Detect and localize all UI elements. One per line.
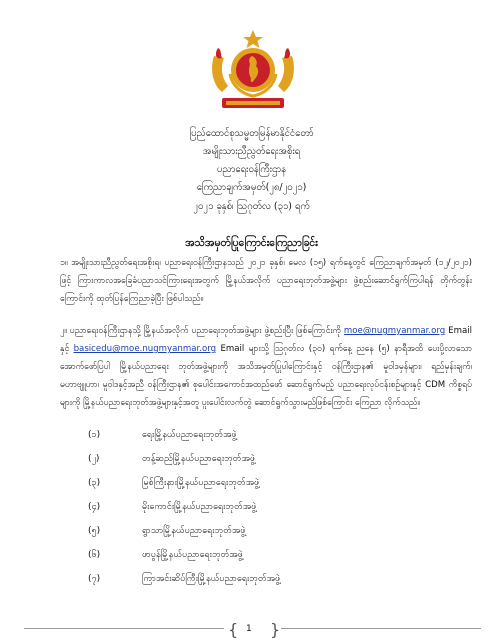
header-date: ၂၀၂၁ ခုနှစ်၊ ဩဂုတ်လ (၃၁) ရက် [193,201,310,212]
header-government: အမျိုးသားညီညွတ်ရေးအစိုးရ [202,146,301,157]
paragraph-1: ၁။ အမျိုးသားညီညွတ်ရေးအစိုးရ၊ ပညာရေးဝန်ကြီးဌာနသည် ၂၀၂၁ ခုနှစ်၊ မေလ (၁၅) ရက်နေ့တွင် ကြေညာချက်အမှတ် (၁၂/၂၀၂၁) ဖြင့် ကြားကာလအခြေခံပညာသင်ကြားရေးအတွက် မြို့နယ်အလိုက် ပညာရေးဘုတ်အဖွဲ့များ ဖွဲ့စည်းဆောင်ရွက်ကြပါရန် တိုက်တွန်းကြောင်းကို ထုတ်ပြန်ကြေညာခဲ့ပြီး ဖြစ်ပါသည်။ [60,258,472,304]
list-item [88,453,280,477]
list-item-text: တန့်ဆည်မြို့နယ်ပညာရေးဘုတ်အဖွဲ့ [142,454,255,464]
footer-divider-right [281,628,481,629]
page-number: 1 [246,624,252,634]
list-item [88,501,280,525]
paragraph-2-text-mid: Email နှင့် [60,326,472,354]
paragraph-2-text-end: Email များသို့ ဩဂုတ်လ (၃၀) ရက်နေ့ ညနေ (၅) နာရီအထိ ပေးပို့လာသော အောက်ဖော်ပြပါ မြို့နယ်ပညာရေး ဘုတ်အဖွဲ့များကို အသိအမှတ်ပြုပါကြောင်းနှင့် ဝန်ကြီးဌာန၏ မူဝါဒမှန်များ၊ ရည်မှန်းချက်၊ မဟာဗျူဟာ၊ မူဝါဒနှင့်အညီ ဝန်ကြီးဌာန၏ စုပေါင်းအကောင်အထည်ဖော် ဆောင်ရွက်မည့် ပညာရေးလုပ်ငန်းစဉ်များနှင့် CDM ကိစ္စရပ်များကို မြို့နယ်ပညာရေးဘုတ်အဖွဲ့များနှင့်အတူ ပူးပေါင်းလက်တွဲ ဆောင်ရွက်သွားမည်ဖြစ်ကြောင်း ကြေညာ လိုက်သည်။ [60,344,472,408]
list-item-text: ကြာအင်းဆိပ်ကြီးမြို့နယ်ပညာရေးဘုတ်အဖွဲ့ [142,574,281,584]
footer-bracket-right-icon: } [270,620,281,639]
township-board-list [88,429,280,597]
page-footer [0,618,503,640]
list-item-text: မြစ်ကြီးနားမြို့နယ်ပညာရေးဘုတ်အဖွဲ့ [142,478,260,488]
paragraph-2 [60,322,472,412]
list-item-text: ဖာပွန်မြို့နယ်ပညာရေးဘုတ်အဖွဲ့ [142,550,243,560]
footer-divider-left [24,628,224,629]
list-item [88,477,280,501]
list-item [88,549,280,573]
list-item-number: (၇) [88,574,101,584]
document-title: အသိအမှတ်ပြုကြောင်းကြေညာခြင်း [185,237,318,249]
email-link-basicedu[interactable]: basicedu@moe.nugmyanmar.org [73,344,217,354]
header-country-name: ပြည်ထောင်စုသမ္မတမြန်မာနိုင်ငံတော် [189,128,314,139]
list-item-number: (၅) [88,526,101,536]
email-link-moe[interactable]: moe@nugmyanmar.org [343,326,446,336]
list-item-number: (၄) [88,502,101,512]
list-item-text: မိုးကောင်းမြို့နယ်ပညာရေးဘုတ်အဖွဲ့ [142,502,257,512]
list-item-number: (၆) [88,550,101,560]
paragraph-2-text-start: ၂။ ပညာရေးဝန်ကြီးဌာနသို့ မြို့နယ်အလိုက် ပညာရေးဘုတ်အဖွဲ့များ ဖွဲ့စည်းပြီး ဖြစ်ကြောင်းကို [60,326,344,336]
state-emblem-icon [208,28,298,116]
list-item-number: (၂) [88,454,100,464]
header-announcement-number: ကြေညာချက်အမှတ်(၂၈/၂၀၂၁) [196,182,307,193]
footer-bracket-left-icon: { [228,620,239,639]
list-item [88,525,280,549]
list-item-number: (၃) [88,478,101,488]
header-ministry: ပညာရေးဝန်ကြီးဌာန [216,164,287,175]
list-item [88,429,280,453]
list-item-text: ရွာသာမြို့နယ်ပညာရေးဘုတ်အဖွဲ့ [142,526,246,536]
list-item [88,573,280,597]
list-item-text: ရေးမြို့နယ်ပညာရေးဘုတ်အဖွဲ့ [142,430,237,440]
list-item-number: (၁) [88,430,101,440]
